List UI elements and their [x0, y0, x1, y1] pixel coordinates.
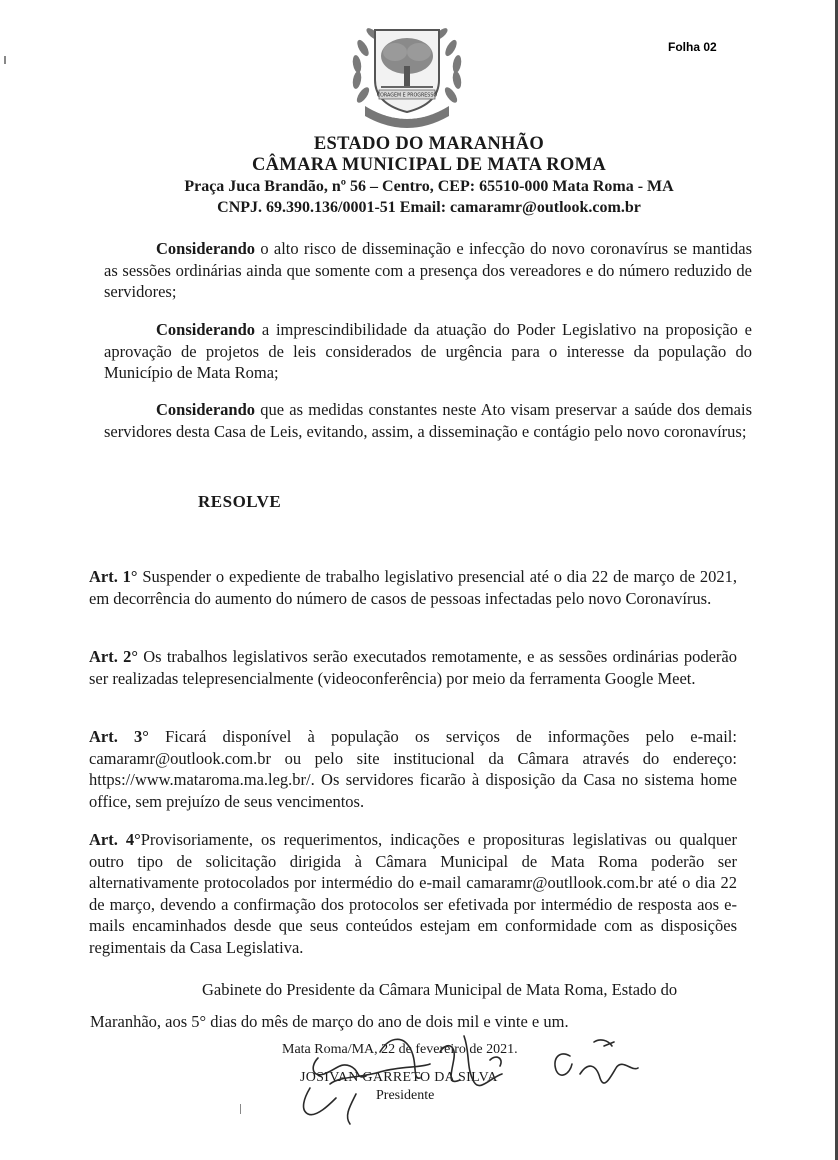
closing-line: Gabinete do Presidente da Câmara Municipal de Mata Roma, Estado do — [202, 980, 678, 999]
sheet-number: Folha 02 — [668, 40, 717, 54]
article-text: Os trabalhos legislativos serão executados remotamente, e as sessões ordinárias poderão ser realizadas telepresencialmente (videoconferência) por meio da ferramenta Google Meet. — [89, 647, 738, 688]
considerando-paragraph — [104, 319, 752, 384]
municipal-seal-icon — [345, 8, 469, 132]
considerando-paragraph — [104, 238, 752, 303]
place-date: Mata Roma/MA, 22 de fevereiro de 2021. — [282, 1042, 518, 1057]
article-text: Ficará disponível à população os serviços de informações pelo e-mail: camaramr@outlook.com.br ou pelo site institucional da Câmara através do endereço: https://www.mataroma.ma.leg.br/. Os servidores ficarão à disposição da Casa no sistema home office, sem prejuízo de seus vencimentos. — [89, 727, 737, 811]
scan-speck — [240, 1104, 241, 1114]
signer-name: JOSIVAN GARRETO DA SILVA — [300, 1070, 498, 1085]
letterhead-state: ESTADO DO MARANHÃO — [313, 134, 545, 154]
resolve-heading: RESOLVE — [198, 492, 282, 511]
letterhead-chamber: CÂMARA MUNICIPAL DE MATA ROMA — [251, 155, 606, 175]
considerando-text: que as medidas constantes neste Ato visam preservar a saúde dos demais servidores desta Casa de Leis, evitando, assim, a disseminação e contágio pelo novo coronavírus; — [104, 400, 752, 441]
letterhead-contact: CNPJ. 69.390.136/0001-51 Email: camaramr@outlook.com.br — [217, 199, 641, 216]
scan-speck — [4, 56, 6, 64]
article-paragraph — [89, 566, 737, 609]
considerando-keyword: Considerando — [156, 320, 256, 339]
considerando-text: a imprescindibilidade da atuação do Poder Legislativo na proposição e aprovação de projetos de leis considerados de urgência para o interesse da população do Município de Mata Roma; — [104, 320, 752, 382]
considerando-paragraph — [104, 399, 752, 442]
seal-ribbon-text: MATA ROMA - MARANHÃO — [367, 102, 447, 122]
letterhead — [100, 134, 758, 218]
article-label: Art. 1° — [89, 567, 138, 586]
article-label: Art. 4° — [89, 830, 141, 849]
letterhead-address: Praça Juca Brandão, nº 56 – Centro, CEP: 65510-000 Mata Roma - MA — [184, 178, 674, 195]
considerando-keyword: Considerando — [156, 400, 256, 419]
article-paragraph — [89, 726, 737, 812]
article-label: Art. 2° — [89, 647, 138, 666]
seal-banner-text: CORAGEM E PROGRESSO — [376, 93, 438, 99]
considerando-keyword: Considerando — [156, 239, 256, 258]
article-paragraph — [89, 646, 737, 689]
closing-line: Maranhão, aos 5° dias do mês de março do ano de dois mil e vinte e um. — [90, 1012, 569, 1031]
considerando-text: o alto risco de disseminação e infecção do novo coronavírus se mantidas as sessões ordinárias ainda que somente com a presença dos vereadores e do número reduzido de servidores; — [104, 239, 752, 301]
article-text: Suspender o expediente de trabalho legislativo presencial até o dia 22 de março de 2021, em decorrência do aumento do número de casos de pessoas infectadas pelo novo Coronavírus. — [89, 567, 737, 608]
signer-role: Presidente — [376, 1088, 435, 1103]
article-label: Art. 3° — [89, 727, 149, 746]
article-text: Provisoriamente, os requerimentos, indicações e proposituras legislativas ou qualquer outro tipo de solicitação dirigida à Câmara Municipal de Mata Roma poderão ser alternativamente protocolados por intermédio do e-mail camaramr@outllook.com.br até o dia 22 de março, devendo a confirmação dos protocolos ser efetivada por intermédio de resposta aos e-mails encaminhados desde que seus conteúdos estejam em conformidade com as disposições regimentais da Casa Legislativa. — [89, 830, 737, 957]
article-paragraph — [89, 829, 737, 958]
